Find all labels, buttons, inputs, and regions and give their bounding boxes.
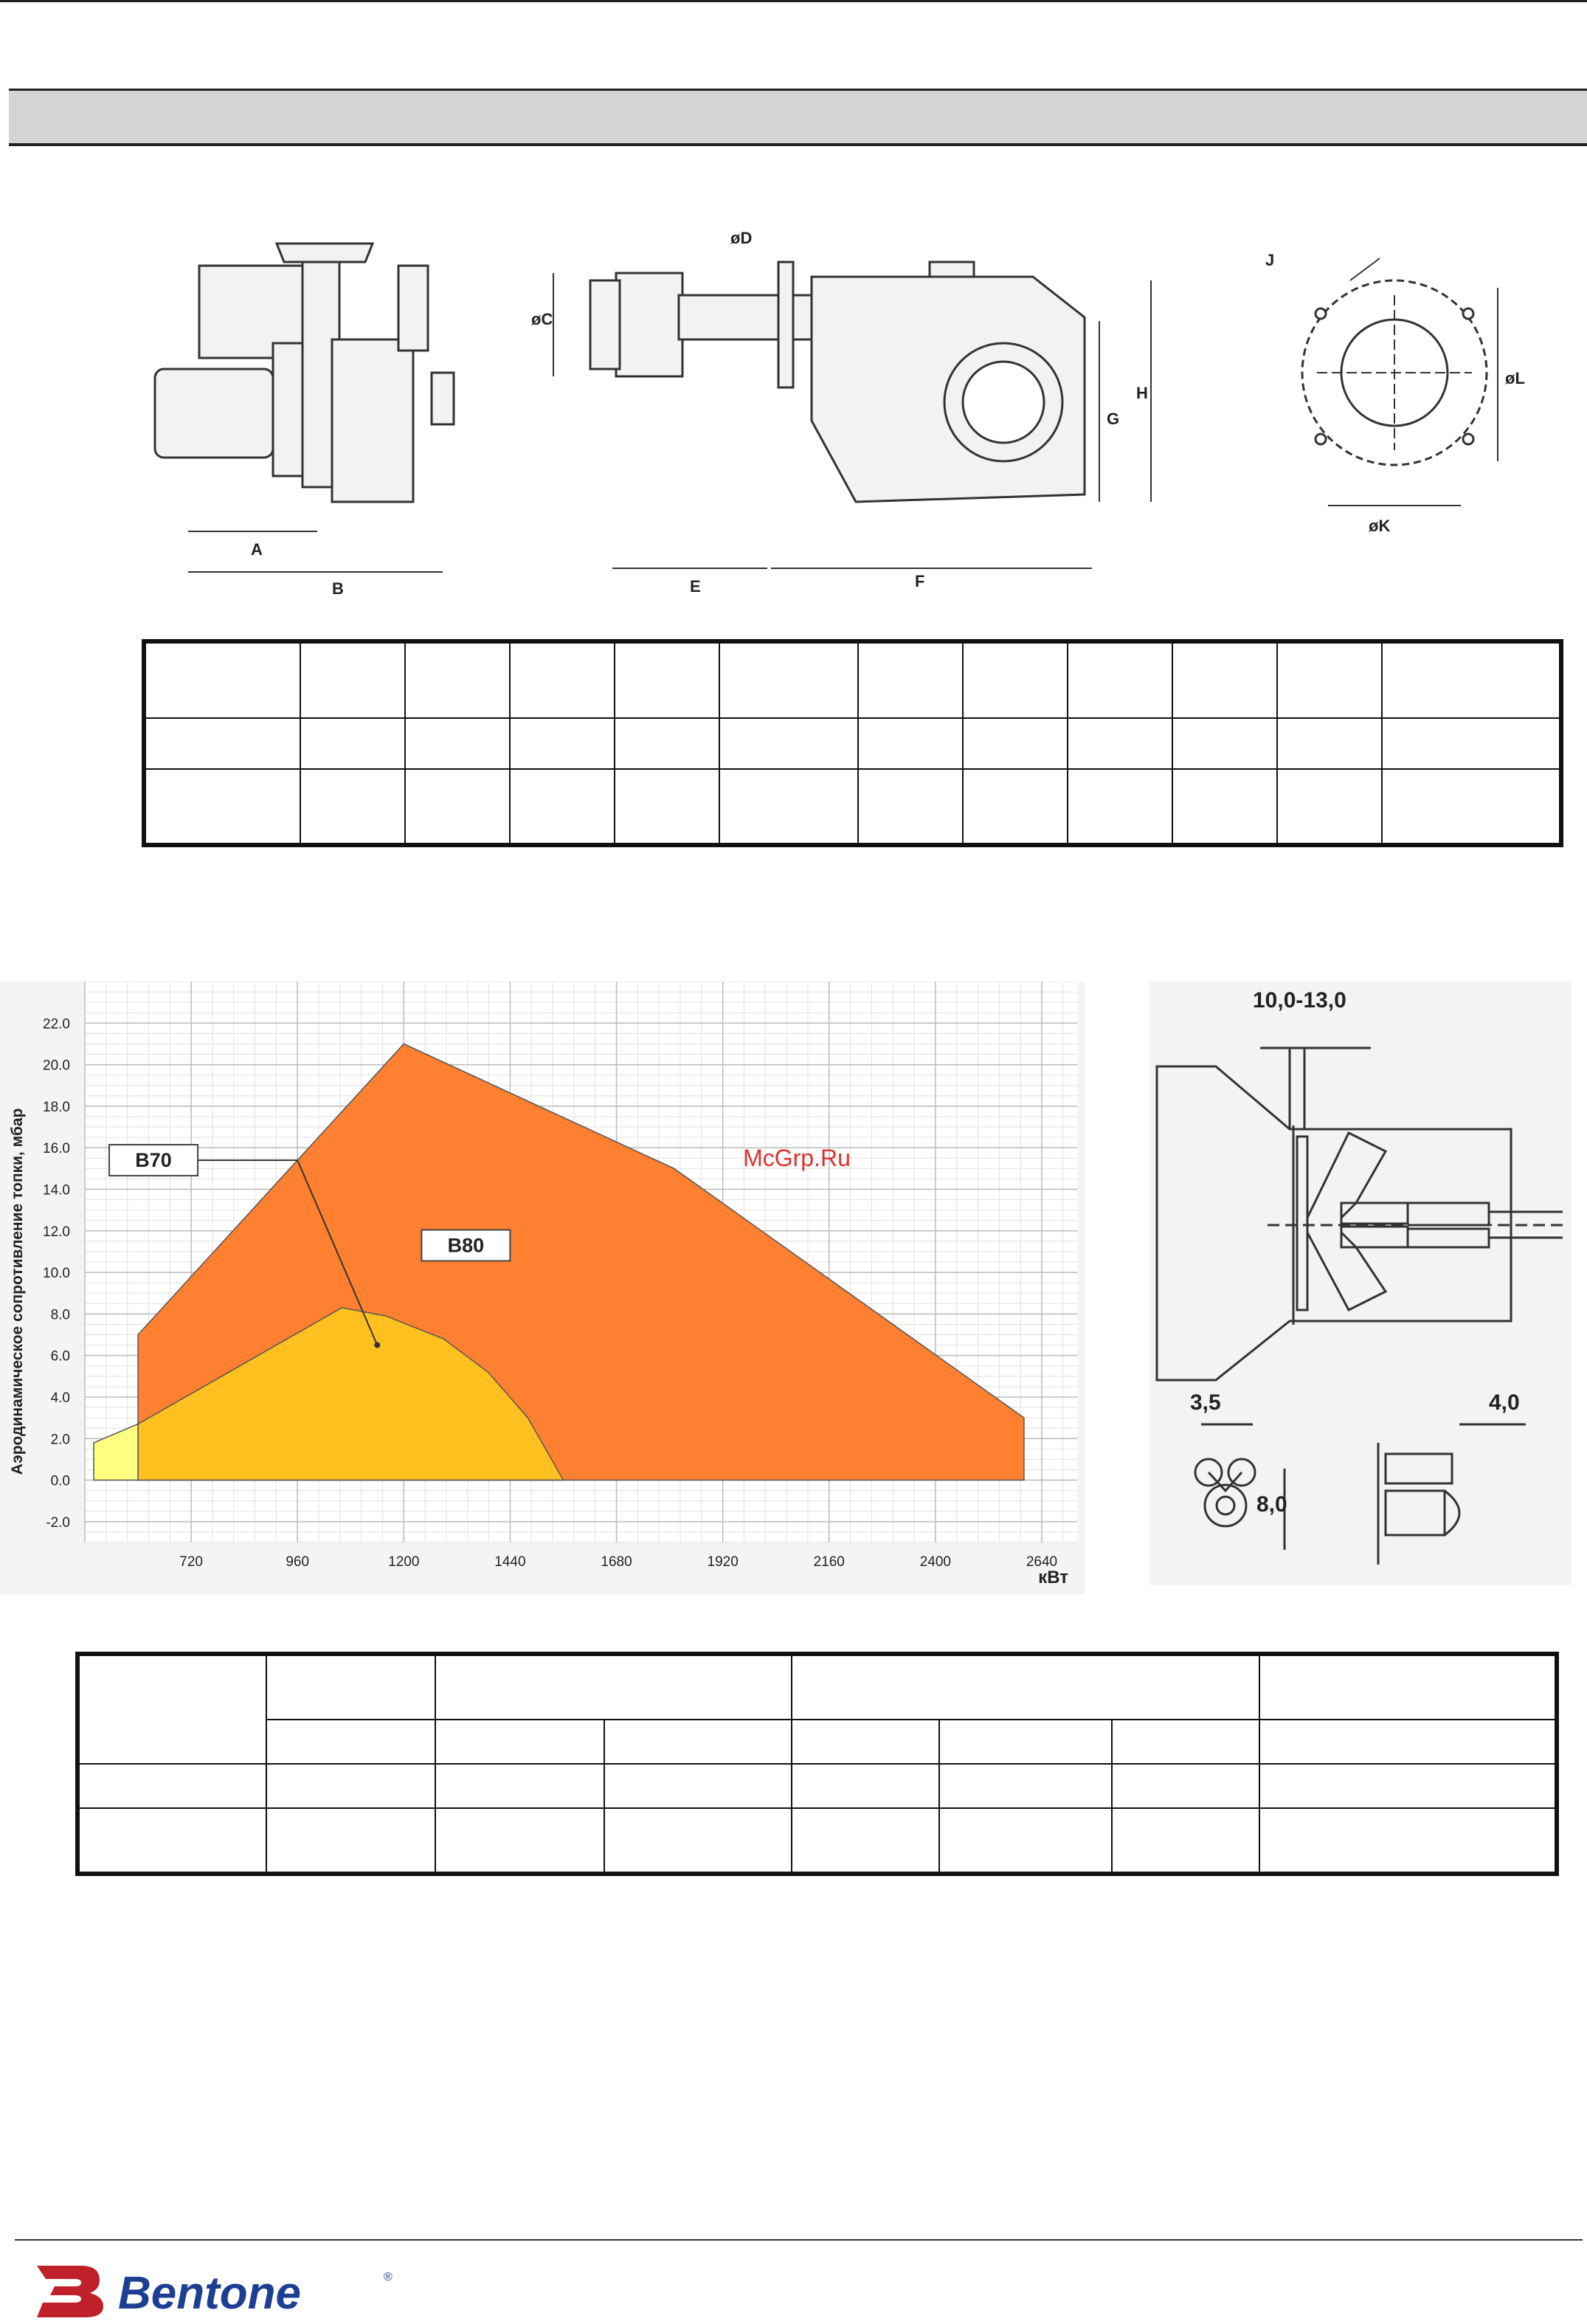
y-tick-label: 2.0 [50,1432,70,1448]
y-tick-label: 20.0 [43,1058,70,1074]
dimensions-table [142,639,1563,847]
x-tick-label: 1920 [707,1554,739,1570]
table-row [77,1764,1557,1808]
table-row [144,641,1561,718]
electrode-setting-drawing [1149,982,1572,1585]
footer-rule [15,2239,1583,2241]
x-tick-label: 2160 [813,1554,845,1570]
y-tick-label: 0.0 [50,1473,70,1489]
dim-k-label: øK [1369,517,1391,535]
y-tick-label: 10.0 [43,1266,70,1282]
electrode-spacing-label: 3,5 [1190,1390,1221,1415]
dim-b-label: B [332,579,344,598]
nozzle-table [75,1652,1559,1876]
x-tick-label: 2640 [1026,1554,1058,1570]
y-tick-label: 8.0 [50,1307,70,1323]
series-label-b70: B70 [135,1149,172,1172]
y-tick-label: 18.0 [43,1099,70,1115]
burner-dimension-drawing [148,214,1549,613]
table-row [144,718,1561,769]
electrode-gap-label: 10,0-13,0 [1253,988,1346,1013]
y-tick-label: 12.0 [43,1224,70,1240]
x-tick-label: 960 [286,1554,310,1570]
dim-a-label: A [251,540,263,559]
watermark: McGrp.Ru [743,1145,851,1171]
dim-l-label: øL [1505,369,1525,387]
electrode-height-label: 8,0 [1256,1492,1287,1517]
bentone-logo [30,2258,413,2321]
working-field-chart [0,982,1085,1594]
y-tick-label: 6.0 [50,1348,70,1365]
dim-j-label: J [1265,251,1275,269]
dim-h-label: H [1136,384,1148,402]
table-row [144,769,1561,846]
electrode-offset-label: 4,0 [1489,1390,1520,1415]
x-tick-label: 720 [179,1554,203,1570]
y-tick-label: 22.0 [43,1016,70,1032]
dim-e-label: E [690,577,701,596]
x-tick-label: 2400 [919,1554,951,1570]
dim-f-label: F [915,572,925,590]
top-rule [0,0,1587,2]
y-tick-label: 16.0 [43,1141,70,1157]
dim-d-label: øD [730,229,753,247]
y-tick-label: -2.0 [46,1514,70,1531]
section-header-bar [9,89,1587,146]
brand-name: Bentone [118,2268,301,2319]
y-axis-label: Аэродинамическое сопротивление топки, мбар [9,1108,26,1475]
y-tick-label: 4.0 [50,1390,70,1406]
dim-g-label: G [1107,410,1120,428]
series-label-b80: B80 [447,1234,485,1257]
x-tick-label: 1680 [601,1554,632,1570]
x-tick-label: 1200 [388,1554,420,1570]
dim-c-label: øC [531,310,553,328]
b70-leader-dot [374,1342,380,1348]
registered-mark: ® [384,2271,393,2283]
table-row [77,1808,1557,1874]
table-row [77,1654,1557,1720]
x-axis-label: кВт [1038,1568,1068,1587]
table-row [77,1720,1557,1764]
y-tick-label: 14.0 [43,1182,70,1199]
x-tick-label: 1440 [494,1554,526,1570]
